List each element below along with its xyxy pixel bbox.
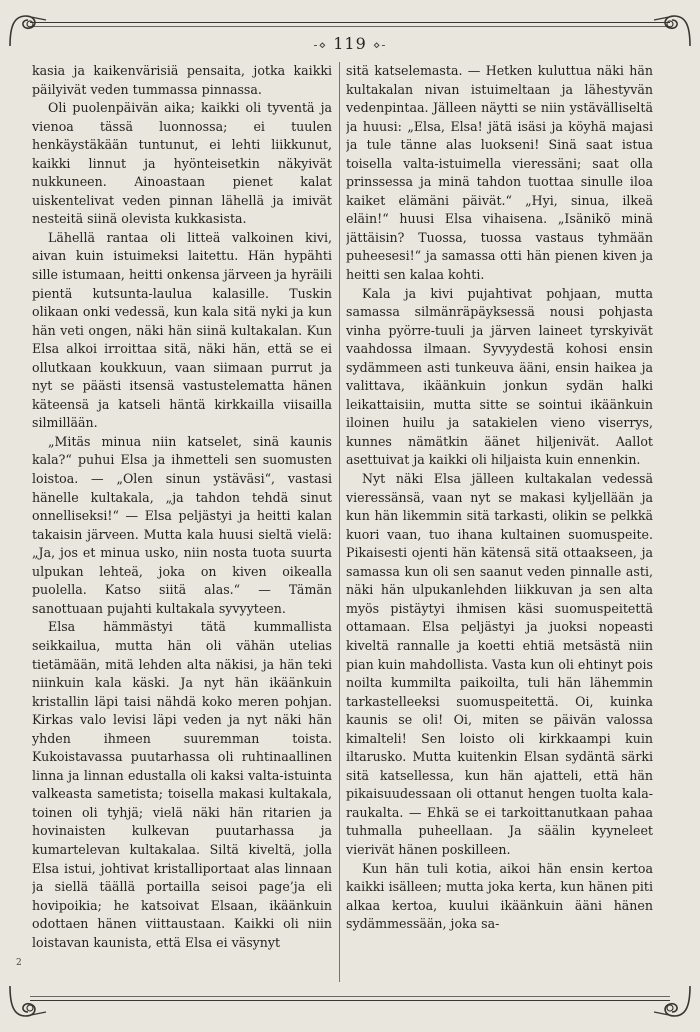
page-number: 119 xyxy=(333,34,367,53)
column-divider xyxy=(339,62,340,982)
paragraph: sitä katselemasta. — Hetken kuluttua näki hän kultakalan nivan istuimeltaan ja lähestyvän vedenpintaa. Jälleen näytti se niin ystävälliseltä ja huusi: „Elsa, Elsa! jätä isäsi ja köyhä majasi ja tule tänne alas luokseni! Sinä saat istua toisella valta-istuimella vieressäni; saat olla prinssessa ja minä tahdon tuottaa sinulle iloa kaiket elämäni päivät.“ „Hyi, sinua, ilkeä eläin!“ huusi Elsa vihaisena. „Isänikö minä jättäisin? Tuossa, tuossa vastaus tyhmään puheesesi!“ ja samassa otti hän pienen kiven ja heitti sen kalaa kohti. xyxy=(346,63,653,283)
paragraph: Lähellä rantaa oli litteä valkoinen kivi, aivan kuin istuimeksi laitettu. Hän hypähti sille istumaan, heitti onkensa järveen ja hyräili pientä kutsunta-laulua kalasille. Tuskin olikaan onki vedessä, kun kala sitä nyki ja kun hän veti ongen, näki hän siinä kultakalan. Kun Elsa alkoi irroittaa sitä, näki hän, että se ei ollutkaan koukkuun, vaan siimaan purrut ja nyt se päästi itsensä vastustelematta hänen käteensä ja katseli häntä kirkkailla viisailla silmillään. xyxy=(32,229,332,431)
page-header xyxy=(0,34,700,53)
paragraph: Elsa hämmästyi tätä kummallista seikkailua, mutta hän oli vähän utelias tietämään, mitä lehden alta näkisi, ja hän teki niinkuin kala käski. Ja nyt hän ikäänkuin kristallin läpi taisi nähdä koko meren pohjan. Kirkas valo levisi läpi veden ja nyt näki hän yhden ihmeen suuremman toista. Kukoistavassa puutarhassa oli ruhtinaallinen linna ja linnan edustalla oli kaksi valta-istuinta valkeasta sametista; toisella makasi kultakala, toinen oli tyhjä; vielä näki hän ritarien ja hovinaisten kulkevan puutarhassa ja kumartelevan kultakalaa. Siltä kiveltä, jolla Elsa istui, johtivat kristalliportaat alas linnaan ja siellä täällä portailla seisoi page’ja eli hovipoikia; he katsoivat Elsaan, ikäänkuin odottaen hänen viittaustaan. Kaikki oli niin loistavan kaunista, että Elsa ei väsynyt xyxy=(32,619,332,950)
frame-top-thin-rule xyxy=(30,26,670,27)
header-ornament-right: ⋄- xyxy=(372,38,387,52)
paragraph: Oli puolenpäivän aika; kaikki oli tyventä ja vienoa tässä luonnossa; ei tuulen henkäystäkään tuntunut, ei lehti liikkunut, kaikki linnut ja hyönteisetkin näkyivät nukkuneen. Ainoastaan pienet kalat uiskentelivat veden pinnan lähellä ja imivät nesteitä siinä olevista kukkasista. xyxy=(32,100,332,227)
paragraph: Nyt näki Elsa jälleen kultakalan vedessä vieressänsä, vaan nyt se makasi kyljellään ja kun hän likemmin sitä tarkasti, olikin se pelkkä kuori vaan, tuo ihana kultainen suomuspeite. Pikaisesti ojenti hän kätensä sitä ottaakseen, ja samassa kun oli sen saanut veden pinnalle asti, näki hän ulpukanlehden liikkuvan ja sen alta myös pistäytyi ihmisen käsi suomuspeitettä ottamaan. Elsa peljästyi ja juoksi nopeasti kiveltä rannalle ja koetti ehtiä metsästä niin pian kuin mahdollista. Vasta kun oli ehtinyt pois noilta kummilta paikoilta, tuli hän lähemmin tarkastelleeksi suomuspeitettä. Oi, kuinka kaunis se oli! Oi, miten se päivän valossa kimalteli! Sen loisto oli kirkkaampi kuin iltarusko. Mutta kuitenkin Elsan sydäntä särki sitä katsellessa, kun hän ajatteli, että hän pikaisuudessaan oli ottanut hengen tuolta kala-raukalta. — Ehkä se ei tarkoittanutkaan pahaa tuhmalla puheellaan. Ja säälin kyyneleet vierivät hänen poskilleen. xyxy=(346,471,653,857)
paragraph: Kala ja kivi pujahtivat pohjaan, mutta samassa silmänräpäyksessä nousi pohjasta vinha pyörre-tuuli ja järven laineet tyrskyivät vaahdossa ilmaan. Syvyydestä kohosi ensin sydämmeen asti tunkeuva ääni, ensin haikea ja valittava, ikäänkuin jonkun sydän halki leikattaisiin, mutta sitte se sointui ikäänkuin iloinen huilu ja satakielen vieno viserrys, kunnes nämätkin äänet hiljenivät. Aallot asettuivat ja kaikki oli hiljaista kuin ennenkin. xyxy=(346,285,653,468)
frame-top-rule xyxy=(30,22,670,23)
frame-bottom-thin-rule xyxy=(30,996,670,997)
corner-ornament-bottom-right-icon xyxy=(652,982,696,1026)
right-text-column xyxy=(346,62,653,982)
paragraph: Kun hän tuli kotia, aikoi hän ensin kertoa kaikki isälleen; mutta joka kerta, kun hänen piti alkaa kertoa, kuului ikäänkuin ääni hänen sydämmessään, joka sa- xyxy=(346,860,653,932)
header-ornament-left: -⋄ xyxy=(313,38,328,52)
paragraph: kasia ja kaikenvärisiä pensaita, jotka kaikki päilyivät veden tummassa pinnassa. xyxy=(32,63,332,97)
corner-ornament-bottom-left-icon xyxy=(4,982,48,1026)
paragraph: „Mitäs minua niin katselet, sinä kaunis kala?“ puhui Elsa ja ihmetteli sen suomusten loistoa. — „Olen sinun ystäväsi“, vastasi hänelle kultakala, „ja tahdon tehdä sinut onnelliseksi!“ — Elsa peljästyi ja heitti kalan takaisin järveen. Mutta kala huusi sieltä vielä: „Ja, jos et minua usko, niin nosta tuota suurta ulpukan lehteä, joka on kiven oikealla puolella. Katso siitä alas.“ — Tämän sanottuaan pujahti kultakala syvyyteen. xyxy=(32,433,332,616)
left-text-column xyxy=(32,62,332,982)
frame-bottom-rule xyxy=(30,1000,670,1001)
margin-mark: 2 xyxy=(16,958,22,968)
